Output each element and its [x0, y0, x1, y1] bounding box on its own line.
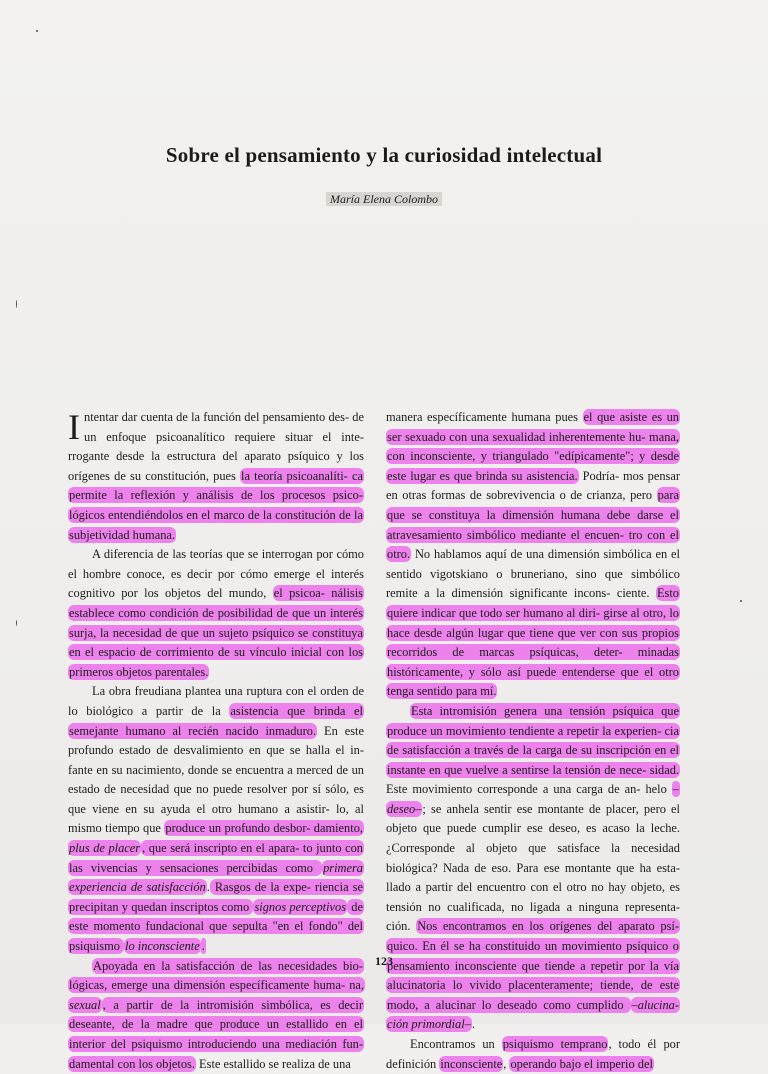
text-run: manera específicamente humana pues	[386, 410, 583, 424]
text-run: A diferencia de las teorías que se interrogan por cómo el hombre conoce, es decir por cómo emerge el interés cognitivo por los objetos del mundo,	[68, 547, 364, 601]
highlighted-text: Rasgos de la expe- riencia se precipitan y quedan inscriptos como	[69, 880, 363, 914]
highlighted-text: produce un profundo desbor- damiento,	[165, 821, 363, 836]
highlighted-text: el que asiste es un ser sexuado con una sexualidad inherentemente hu- mana, con inconsciente, y triangulado "edípicamente"; y desde este lugar es que brinda su asistencia.	[387, 410, 679, 483]
highlighted-text: de este momento fundacional que sepulta "en el fondo" del psiquismo	[69, 899, 363, 954]
highlighted-text: –alucina- ción primordial–	[387, 997, 679, 1032]
paragraph	[68, 682, 364, 956]
text-run: .	[206, 880, 210, 895]
highlighted-text: .	[201, 939, 205, 954]
paragraph	[68, 408, 364, 545]
scan-speck	[16, 300, 17, 308]
highlighted-text: asistencia que brinda el semejante humano al recién nacido inmaduro.	[69, 703, 364, 738]
highlighted-text: la teoría psicoanalíti- ca permite la reflexión y análisis de los procesos psico- lógicos entendiéndolos en el marco de la constitución de la subjetividad humana.	[69, 468, 363, 542]
highlighted-text: , que será inscripto en el apara- to junto con las vivencias y sensaciones percibidas como	[69, 841, 363, 875]
highlighted-text: , a partir de la intromisión simbólica, es decir deseante, de la madre que produce un estallido en el interior del psiquismo introduciendo una mediación fun- damental con los objetos.	[69, 997, 363, 1071]
highlighted-text: para que se constituya la dimensión humana debe darse el atravesamiento simbólico mediante el encuen- tro con el otro.	[387, 488, 679, 562]
text-run: Encontramos un	[410, 1037, 502, 1051]
drop-cap: I	[68, 407, 80, 447]
text-run: No hablamos aquí de una dimensión simbólica en el sentido vigotskiano o bruneriano, sino que simbólico remite a la dimensión significante incons- ciente.	[386, 547, 680, 601]
highlighted-text: inconsciente	[440, 1056, 503, 1071]
highlighted-text: el psicoa- nálisis establece como condición de posibilidad de que un interés surja, la necesidad de que un sujeto psíquico se constituya en el espacio de corrimiento de su vínculo inicial con los primeros objetos parentales.	[69, 586, 363, 679]
text-run: ,	[503, 1056, 510, 1071]
paragraph	[386, 408, 680, 702]
highlighted-text: psiquismo temprano	[502, 1037, 608, 1051]
article-author	[0, 192, 768, 207]
highlighted-text: Esto quiere indicar que todo ser humano al diri- girse al otro, lo hace desde algún lugar que tiene que ver con sus propios recorridos de marcas psíquicas, deter- minadas históricamente, y sólo así puede entenderse que el otro tenga sentido para mí.	[387, 586, 679, 699]
text-run: Este estallido se realiza de una	[195, 1056, 351, 1071]
highlighted-text: plus de placer	[69, 841, 141, 856]
text-run: .	[471, 1017, 475, 1032]
left-column	[68, 408, 364, 1074]
text-run: Este movimiento corresponde a una carga de an- helo	[386, 782, 672, 797]
highlighted-text: lo inconsciente	[125, 939, 200, 954]
page-number: 123	[375, 954, 393, 968]
text-run: , todo él por definición	[386, 1037, 680, 1071]
paragraph	[386, 1035, 680, 1074]
text-run: Podría- mos pensar en otras formas de sobrevivencia o de crianza, pero	[386, 468, 680, 503]
text-run: ntentar dar cuenta de la función del pensamiento des- de un enfoque psicoanalítico requiere situar el inte- rrogante desde la estructura del aparato psíquico y los orígenes de su constitución, pues	[68, 410, 364, 483]
text-run: La obra freudiana plantea una ruptura con el orden de lo biológico a partir de la	[68, 684, 364, 718]
highlighted-text: Nos encontramos en los orígenes del aparato psí- quico. En él se ha constituido un movimiento psíquico o pensamiento inconsciente que tiende a repetir por la vía alucinatoria lo vivido placenteramente; tiende, de este modo, a alucinar lo deseado como cumplido	[387, 919, 679, 1012]
highlighted-text: primera experiencia de satisfacción	[69, 860, 363, 895]
paragraph	[68, 957, 364, 1074]
highlighted-text: Esta intromisión genera una tensión psíquica que produce un movimiento tendiente a repetir la experien- cia de satisfacción a través de la carga de su inscripción en el instante en que vuelve a sentirse la tensión de nece- sidad.	[387, 703, 679, 777]
scan-speck	[740, 600, 742, 602]
paragraph	[386, 702, 680, 1035]
highlighted-text: –deseo–	[387, 782, 679, 816]
highlighted-text: signos perceptivos	[254, 899, 347, 914]
highlighted-text: Apoyada en la satisfacción de las necesidades bio- lógicas, emerge una dimensión específicamente huma- na,	[69, 958, 364, 993]
author-name: María Elena Colombo	[326, 192, 442, 206]
text-run: En este profundo estado de desvalimiento en que se halla el in- fante en su nacimiento, donde se encuentra a merced de un estado de necesidad que no puede resolver por sí sólo, es que viene en su ayuda el otro humano a asistir- lo, al mismo tiempo que	[68, 723, 364, 836]
right-column	[386, 408, 680, 1074]
scan-speck	[36, 30, 38, 32]
paragraph	[68, 545, 364, 682]
highlighted-text: sexual	[69, 997, 101, 1012]
highlighted-text: operando bajo el imperio del	[510, 1056, 653, 1071]
scan-speck	[16, 620, 17, 626]
article-title: Sobre el pensamiento y la curiosidad intelectual	[165, 143, 603, 167]
text-run: ; se anhela sentir ese montante de placer, pero el objeto que puede cumplir ese deseo, es acaso la leche. ¿Corresponde al objeto que satisface la necesidad biológica? Nada de eso. Para ese montante que ha esta- llado a partir del encuentro con el otro no hay objeto, es tensión no cualificada, no ligada a ninguna representa- ción.	[386, 801, 680, 934]
